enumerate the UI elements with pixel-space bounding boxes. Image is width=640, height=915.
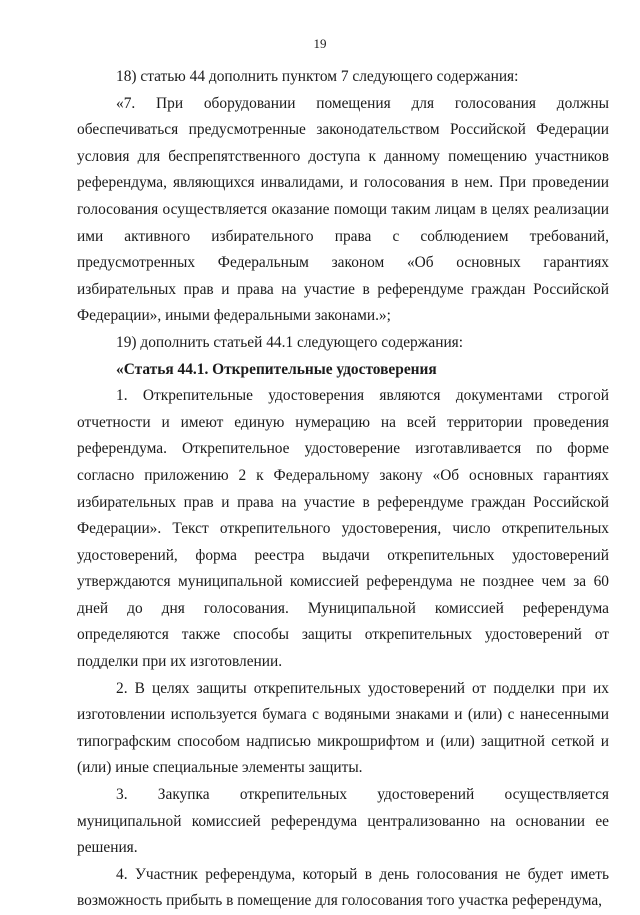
- article-44-1-paragraph-1: 1. Открепительные удостоверения являются документами строгой отчетности и имеют единую нумерацию на всей территории проведения референдума. Открепительное удостоверение изготавливается по форме согласно приложению 2 к Федеральному закону «Об основных гарантиях избирательных прав и права на участие в референдуме граждан Российской Федерации». Текст открепительного удостоверения, число открепительных удостоверений, форма реестра выдачи открепительных удостоверений утверждаются муниципальной комиссией референдума не позднее чем за 60 дней до дня голосования. Муниципальной комиссией референдума определяются также способы защиты открепительных удостоверений от подделки при их изготовлении.: [77, 387, 609, 671]
- article-44-1-paragraph-2: 2. В целях защиты открепительных удостоверений от подделки при их изготовлении используется бумага с водяными знаками и (или) с нанесенными типографским способом надписью микрошрифтом и (или) защитной сеткой и (или) иные специальные элементы защиты.: [77, 679, 609, 777]
- page-number: 19: [313, 36, 327, 51]
- article-44-point-7: «7. При оборудовании помещения для голосования должны обеспечиваться предусмотренные законодательством Российской Федерации условия для беспрепятственного доступа к данному помещению участников референдума, являющихся инвалидами, и голосования в нем. При проведении голосования осуществляется оказание помощи таким лицам в целях реализации ими активного избирательного права с соблюдением требований, предусмотренных Федеральным законом «Об основных гарантиях избирательных прав и права на участие в референдуме граждан Российской Федерации», иными федеральными законами.»;: [77, 94, 609, 325]
- article-44-1-paragraph-3: 3. Закупка открепительных удостоверений осуществляется муниципальной комиссией референдума централизованно на основании ее решения.: [77, 786, 609, 857]
- document-body: [77, 64, 609, 915]
- article-44-1-paragraph-4: 4. Участник референдума, который в день голосования не будет иметь возможность прибыть в помещение для голосования того участка референдума,: [77, 865, 609, 910]
- amendment-item-19: 19) дополнить статьей 44.1 следующего содержания:: [116, 333, 464, 351]
- amendment-item-18: 18) статью 44 дополнить пунктом 7 следующего содержания:: [116, 68, 519, 85]
- article-44-1-heading: «Статья 44.1. Открепительные удостоверения: [116, 360, 437, 378]
